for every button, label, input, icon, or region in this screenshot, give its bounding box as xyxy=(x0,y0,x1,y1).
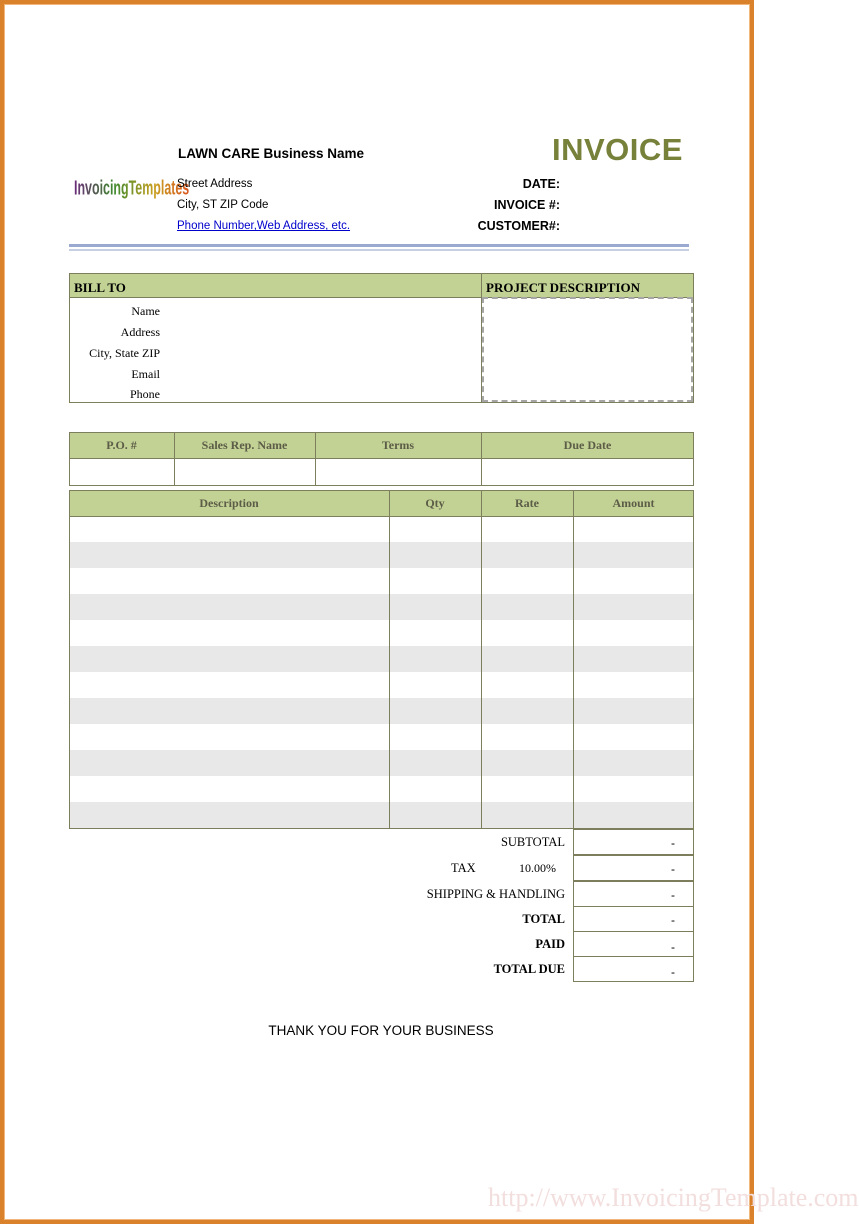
paid-label: PAID xyxy=(535,937,565,951)
street-address: Street Address xyxy=(177,178,253,190)
watermark: http://www.InvoicingTemplate.com xyxy=(488,1183,859,1212)
po-number-cell[interactable] xyxy=(70,459,174,485)
description-header: Description xyxy=(199,496,259,510)
terms-header: Terms xyxy=(381,438,415,452)
tax-value: - xyxy=(573,855,694,881)
contact-link[interactable]: Phone Number,Web Address, etc. xyxy=(177,220,351,232)
line-items-body[interactable] xyxy=(70,517,693,828)
po-number-header: P.O. # xyxy=(106,438,137,452)
due-date-header: Due Date xyxy=(563,438,612,452)
rate-header: Rate xyxy=(515,496,539,510)
paid-value[interactable]: - xyxy=(573,931,694,957)
invoice-title: INVOICE xyxy=(552,132,683,167)
bill-phone-label: Phone xyxy=(130,387,160,401)
sales-rep-cell[interactable] xyxy=(175,459,315,485)
subtotal-label: SUBTOTAL xyxy=(500,835,565,849)
project-description-field[interactable] xyxy=(482,297,693,402)
bill-email-label: Email xyxy=(131,367,160,381)
due-date-cell[interactable] xyxy=(482,459,693,485)
terms-cell[interactable] xyxy=(316,459,481,485)
header-rule xyxy=(69,244,689,247)
bill-address-label: Address xyxy=(120,325,160,339)
shipping-label: SHIPPING & HANDLING xyxy=(426,887,565,901)
total-value: - xyxy=(573,906,694,932)
bill-name-label: Name xyxy=(131,304,160,318)
invoice-number-label: INVOICE #: xyxy=(494,198,560,212)
business-name: LAWN CARE Business Name xyxy=(178,146,365,161)
date-label: DATE: xyxy=(522,177,560,191)
sales-rep-header: Sales Rep. Name xyxy=(201,438,288,452)
city-state-zip: City, ST ZIP Code xyxy=(177,199,269,211)
bill-city-label: City, State ZIP xyxy=(89,346,160,360)
thank-you-message: THANK YOU FOR YOUR BUSINESS xyxy=(268,1023,494,1038)
customer-number-label: CUSTOMER#: xyxy=(477,219,560,233)
logo-text: InvoicingTemplates xyxy=(74,176,190,200)
amount-header: Amount xyxy=(612,496,655,510)
bill-to-header xyxy=(69,273,482,298)
total-due-value: - xyxy=(573,956,694,982)
project-description-title: PROJECT DESCRIPTION xyxy=(486,280,640,295)
qty-header: Qty xyxy=(425,496,445,510)
header-rule-light xyxy=(69,249,689,251)
invoicing-templates-logo xyxy=(74,170,190,210)
total-label: TOTAL xyxy=(522,912,565,926)
shipping-value[interactable]: - xyxy=(573,881,694,907)
total-due-label: TOTAL DUE xyxy=(493,962,565,976)
bill-to-title: BILL TO xyxy=(74,280,126,295)
subtotal-value: - xyxy=(573,829,694,855)
tax-rate[interactable]: 10.00% xyxy=(519,861,556,875)
project-description-header xyxy=(481,273,694,298)
tax-label: TAX xyxy=(451,861,476,875)
